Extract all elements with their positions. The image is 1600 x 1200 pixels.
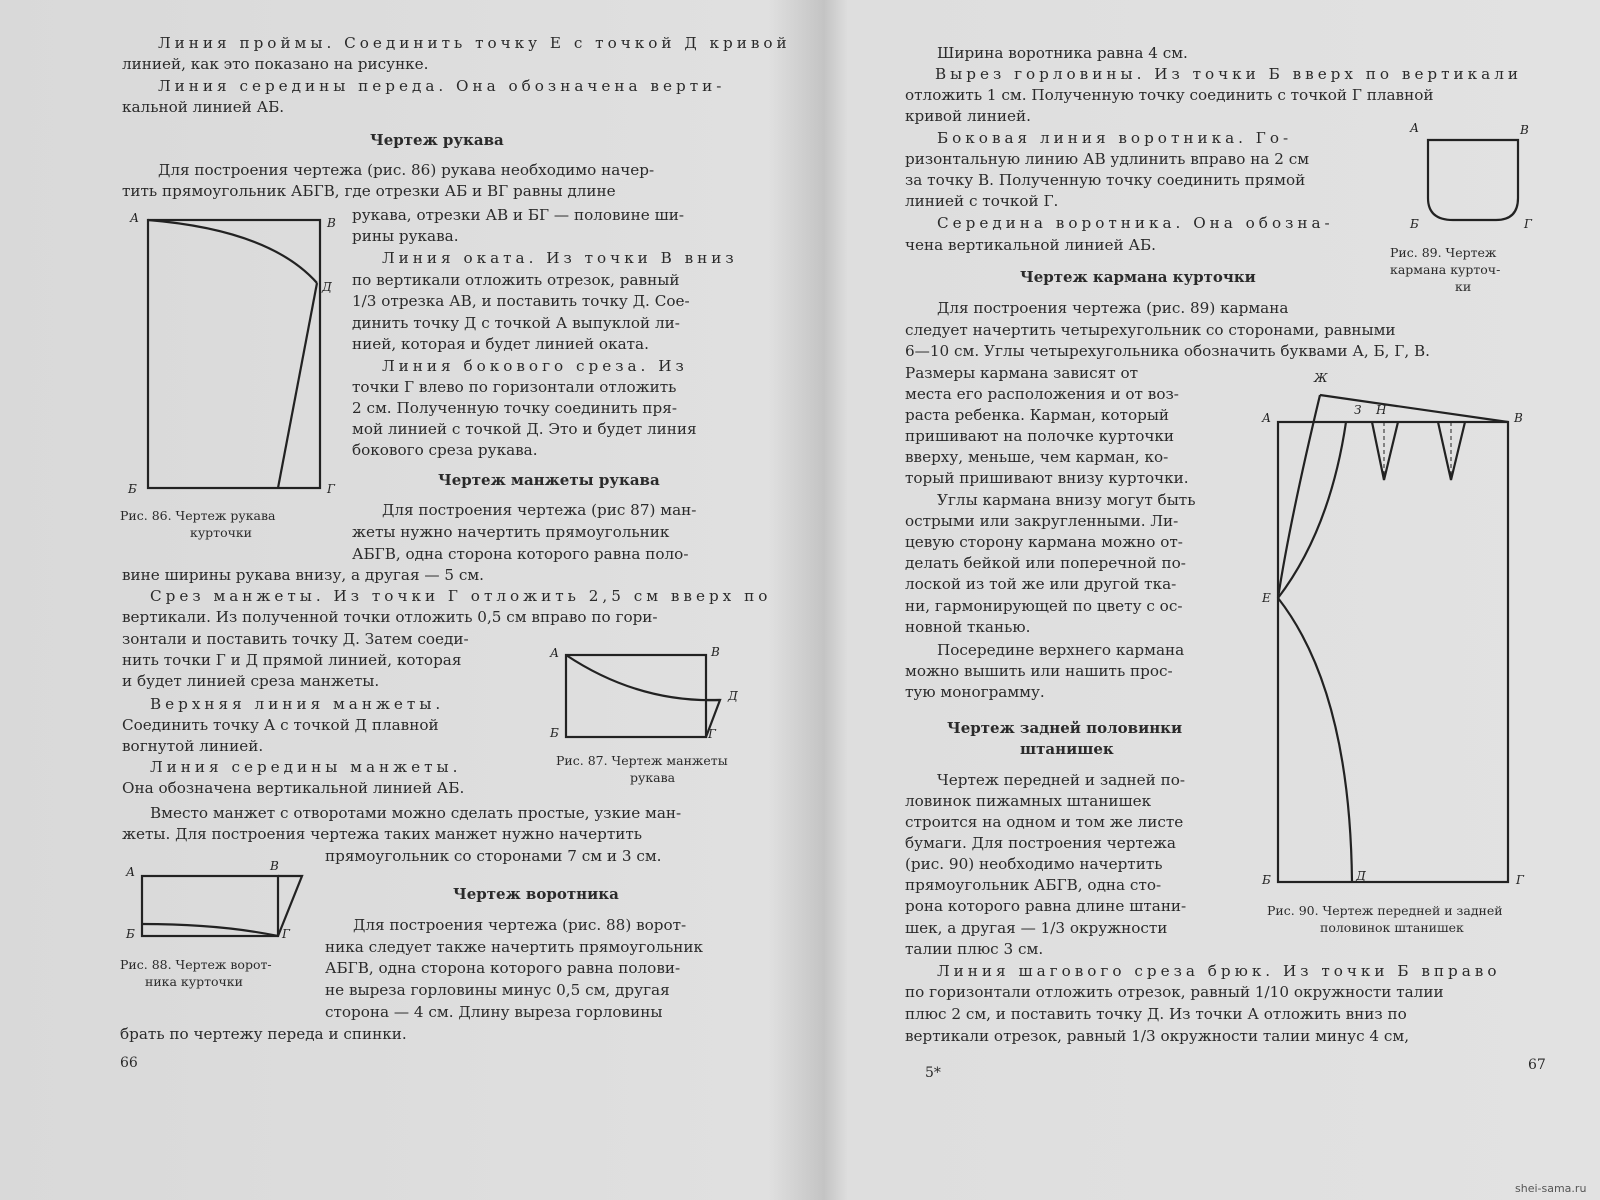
fig-label: А: [130, 211, 140, 225]
fig-label: А: [126, 865, 136, 879]
caption-fig-87: Рис. 87. Чертеж манжеты: [556, 753, 728, 768]
fig-label: Б: [126, 927, 135, 938]
fig-label: Е: [1262, 591, 1271, 605]
caption-fig-88: ника курточки: [145, 974, 243, 989]
text-line: за точку В. Полученную точку соединить прямой: [905, 171, 1306, 189]
heading-pocket: Чертеж кармана курточки: [1020, 268, 1256, 286]
text-line: нить точки Г и Д прямой линией, которая: [122, 651, 462, 669]
figure-89-pocket-drawing: [1408, 122, 1548, 232]
text-line: талии плюс 3 см.: [905, 940, 1044, 958]
text-line: лоской из той же или другой тка-: [905, 575, 1177, 593]
text-line: тить прямоугольник АБГВ, где отрезки АБ и ВГ равны длине: [122, 182, 616, 200]
text-line: кальной линией АБ.: [122, 98, 285, 116]
fig-label: В: [270, 859, 279, 873]
fig-label: Д: [728, 689, 738, 703]
text-line: и будет линией среза манжеты.: [122, 672, 380, 690]
caption-fig-87: рукава: [630, 770, 676, 785]
text-line: Чертеж передней и задней по-: [937, 771, 1185, 789]
caption-fig-90: половинок штанишек: [1320, 920, 1464, 935]
text-line: вертикали. Из полученной точки отложить 0,5 см вправо по гори-: [122, 608, 658, 626]
text-line: торый пришивают внизу курточки.: [905, 469, 1189, 487]
text-line: сторона — 4 см. Длину выреза горловины: [325, 1003, 663, 1021]
caption-fig-86: Рис. 86. Чертеж рукава: [120, 508, 276, 523]
text-line: шек, а другая — 1/3 окружности: [905, 919, 1168, 937]
text-line: Боковая линия воротника. Го-: [937, 129, 1293, 147]
fig-label: Г: [1524, 217, 1532, 231]
fig-label: Б: [550, 726, 559, 740]
text-line: ни, гармонирующей по цвету с ос-: [905, 597, 1183, 615]
text-line: раста ребенка. Карман, который: [905, 406, 1170, 424]
text-line: не выреза горловины минус 0,5 см, другая: [325, 981, 670, 999]
caption-fig-90: Рис. 90. Чертеж передней и задней: [1267, 903, 1503, 918]
text-line: Для построения чертежа (рис 87) ман-: [382, 501, 697, 519]
caption-fig-86: курточки: [190, 525, 253, 540]
fig-label: В: [1514, 411, 1523, 425]
text-line: Она обозначена вертикальной линией АБ.: [122, 779, 465, 797]
right-page: [815, 0, 1600, 1200]
text-line: зонтали и поставить точку Д. Затем соеди-: [122, 630, 469, 648]
fig-label: Г: [327, 482, 335, 495]
text-line: (рис. 90) необходимо начертить: [905, 855, 1163, 873]
text-line: делать бейкой или поперечной по-: [905, 554, 1186, 572]
text-line: прямоугольник со сторонами 7 см и 3 см.: [325, 847, 662, 865]
text-line: вверху, меньше, чем карман, ко-: [905, 448, 1169, 466]
text-line: ловинок пижамных штанишек: [905, 792, 1152, 810]
fig-label: А: [550, 646, 560, 660]
text-line: Середина воротника. Она обозна-: [937, 214, 1334, 232]
text-line: рона которого равна длине штани-: [905, 897, 1187, 915]
page-number: 66: [120, 1055, 138, 1071]
figure-90-trousers-drawing: [1250, 370, 1550, 890]
text-line: Линия шагового среза брюк. Из точки Б вправо: [937, 962, 1501, 980]
text-line: Линия проймы. Соединить точку Е с точкой Д кривой: [158, 34, 791, 52]
text-line: плюс 2 см, и поставить точку Д. Из точки А отложить вниз по: [905, 1005, 1407, 1023]
fig-label: Г: [282, 927, 290, 938]
caption-fig-89: кармана курточ-: [1390, 262, 1501, 277]
heading-collar: Чертеж воротника: [453, 885, 619, 903]
heading-cuff: Чертеж манжеты рукава: [438, 471, 660, 489]
text-line: Посередине верхнего кармана: [937, 641, 1185, 659]
page-number: 67: [1528, 1057, 1546, 1073]
signature-mark: 5*: [925, 1065, 941, 1081]
text-line: Линия оката. Из точки В вниз: [382, 249, 738, 267]
text-line: Для построения чертежа (рис. 88) ворот-: [353, 916, 687, 934]
caption-fig-89: ки: [1455, 279, 1472, 294]
watermark: shei-sama.ru: [1515, 1182, 1587, 1195]
text-line: вине ширины рукава внизу, а другая — 5 см.: [122, 566, 485, 584]
fig-label: Н: [1376, 403, 1387, 417]
fig-label: Б: [128, 482, 137, 495]
fig-label: Ж: [1314, 371, 1328, 385]
heading-sleeve: Чертеж рукава: [370, 131, 504, 149]
fig-label: Б: [1410, 217, 1419, 231]
text-line: чена вертикальной линией АБ.: [905, 236, 1156, 254]
text-line: рины рукава.: [352, 227, 459, 245]
caption-fig-89: Рис. 89. Чертеж: [1390, 245, 1497, 260]
fig-label: А: [1410, 122, 1420, 135]
figure-86-sleeve-drawing: [120, 205, 350, 495]
text-line: ризонтальную линию АВ удлинить вправо на 2 см: [905, 150, 1310, 168]
text-line: Для построения чертежа (рис. 89) кармана: [937, 299, 1289, 317]
text-line: новной тканью.: [905, 618, 1031, 636]
text-line: Углы кармана внизу могут быть: [937, 491, 1196, 509]
text-line: цевую сторону кармана можно от-: [905, 533, 1183, 551]
text-line: 6—10 см. Углы четырехугольника обозначить буквами А, Б, Г, В.: [905, 342, 1431, 360]
text-line: по горизонтали отложить отрезок, равный 1/10 окружности талии: [905, 983, 1444, 1001]
text-line: динить точку Д с точкой А выпуклой ли-: [352, 314, 680, 332]
text-line: Линия бокового среза. Из: [382, 357, 688, 375]
text-line: Размеры кармана зависят от: [905, 364, 1139, 382]
fig-label: Г: [708, 727, 716, 740]
text-line: линией с точкой Г.: [905, 192, 1059, 210]
text-line: бумаги. Для построения чертежа: [905, 834, 1176, 852]
text-line: АБГВ, одна сторона которого равна полови-: [325, 959, 681, 977]
text-line: отложить 1 см. Полученную точку соединить с точкой Г плавной: [905, 86, 1434, 104]
text-line: 2 см. Полученную точку соединить пря-: [352, 399, 677, 417]
text-line: Верхняя линия манжеты.: [150, 695, 445, 713]
text-line: Срез манжеты. Из точки Г отложить 2,5 см вверх по: [150, 587, 772, 605]
figure-88-collar-drawing: [120, 858, 320, 938]
text-line: 1/3 отрезка АВ, и поставить точку Д. Сое-: [352, 292, 690, 310]
text-line: ника следует также начертить прямоугольник: [325, 938, 704, 956]
text-line: тую монограмму.: [905, 683, 1045, 701]
text-line: Ширина воротника равна 4 см.: [937, 44, 1188, 62]
text-line: пришивают на полочке курточки: [905, 427, 1175, 445]
fig-label: В: [1520, 123, 1529, 137]
text-line: следует начертить четырехугольник со сторонами, равными: [905, 321, 1396, 339]
text-line: жеты. Для построения чертежа таких манжет нужно начертить: [122, 825, 643, 843]
text-line: Вырез горловины. Из точки Б вверх по вертикали: [935, 65, 1522, 83]
text-line: по вертикали отложить отрезок, равный: [352, 271, 680, 289]
text-line: вогнутой линией.: [122, 737, 264, 755]
text-line: жеты нужно начертить прямоугольник: [352, 523, 670, 541]
text-line: острыми или закругленными. Ли-: [905, 512, 1179, 530]
text-line: брать по чертежу переда и спинки.: [120, 1025, 407, 1043]
heading-trousers: штанишек: [1020, 740, 1114, 758]
text-line: АБГВ, одна сторона которого равна поло-: [352, 545, 689, 563]
fig-label: З: [1354, 403, 1362, 417]
fig-label: В: [711, 645, 720, 659]
text-line: строится на одном и том же листе: [905, 813, 1184, 831]
text-line: точки Г влево по горизонтали отложить: [352, 378, 677, 396]
text-line: линией, как это показано на рисунке.: [122, 55, 429, 73]
text-line: Соединить точку А с точкой Д плавной: [122, 716, 439, 734]
text-line: Линия середины переда. Она обозначена верти-: [158, 77, 726, 95]
text-line: прямоугольник АБГВ, одна сто-: [905, 876, 1162, 894]
text-line: мой линией с точкой Д. Это и будет линия: [352, 420, 697, 438]
figure-87-cuff-drawing: [548, 645, 748, 740]
fig-label: Г: [1516, 873, 1524, 887]
text-line: вертикали отрезок, равный 1/3 окружности талии минус 4 см,: [905, 1027, 1410, 1045]
fig-label: Д: [1356, 869, 1366, 883]
text-line: нией, которая и будет линией оката.: [352, 335, 649, 353]
text-line: рукава, отрезки АВ и БГ — половине ши-: [352, 206, 684, 224]
text-line: места его расположения и от воз-: [905, 385, 1179, 403]
fig-label: В: [327, 216, 336, 230]
heading-trousers: Чертеж задней половинки: [947, 719, 1183, 737]
fig-label: Б: [1262, 873, 1271, 887]
text-line: бокового среза рукава.: [352, 441, 538, 459]
caption-fig-88: Рис. 88. Чертеж ворот-: [120, 957, 272, 972]
text-line: Вместо манжет с отворотами можно сделать простые, узкие ман-: [150, 804, 682, 822]
text-line: можно вышить или нашить прос-: [905, 662, 1173, 680]
text-line: Линия середины манжеты.: [150, 758, 462, 776]
fig-label: А: [1262, 411, 1272, 425]
fig-label: Д: [322, 280, 332, 294]
text-line: Для построения чертежа (рис. 86) рукава необходимо начер-: [158, 161, 655, 179]
text-line: кривой линией.: [905, 107, 1031, 125]
